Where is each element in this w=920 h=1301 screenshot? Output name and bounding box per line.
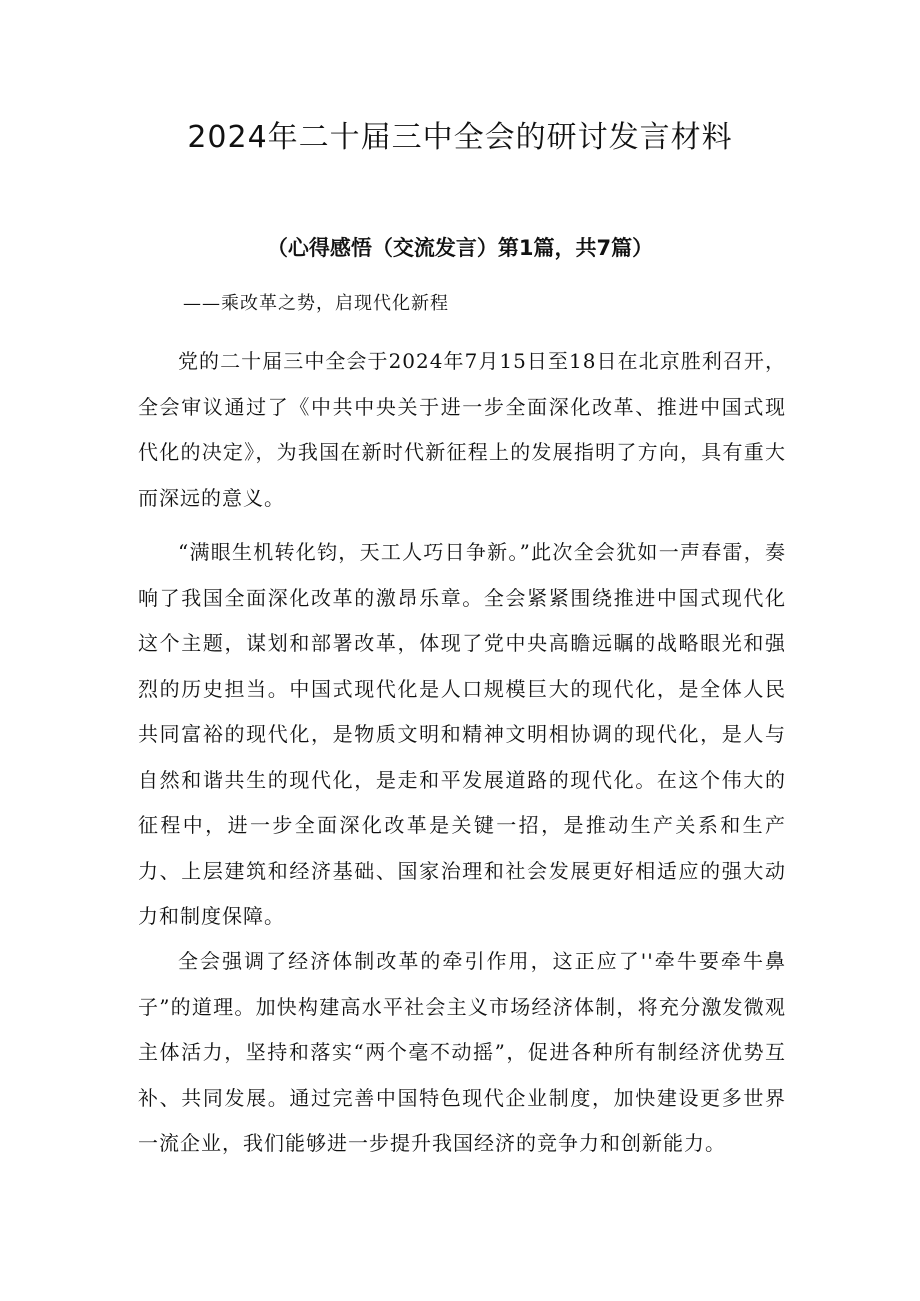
document-title: 2024年二十届三中全会的研讨发言材料 bbox=[187, 120, 733, 155]
paragraph: 全会强调了经济体制改革的牵引作用，这正应了''牵牛要牵牛鼻子”的道理。加快构建高水平社会主义市场经济体制，将充分激发微观主体活力，坚持和落实“两个毫不动摇”，促进各种所有制经济优势互补、共同发展。通过完善中国特色现代企业制度，加快建设更多世界一流企业，我们能够进一步提升我国经济的竞争力和创新能力。 bbox=[138, 949, 786, 1155]
paragraph: “满眼生机转化钧，天工人巧日争新。”此次全会犹如一声春雷，奏响了我国全面深化改革的激昂乐章。全会紧紧围绕推进中国式现代化这个主题，谋划和部署改革，体现了党中央高瞻远瞩的战略眼光和强烈的历史担当。中国式现代化是人口规模巨大的现代化，是全体人民共同富裕的现代化，是物质文明和精神文明相协调的现代化，是人与自然和谐共生的现代化，是走和平发展道路的现代化。在这个伟大的征程中，进一步全面深化改革是关键一招，是推动生产关系和生产力、上层建筑和经济基础、国家治理和社会发展更好相适应的强大动力和制度保障。 bbox=[138, 540, 786, 928]
document-tagline: ——乘改革之势，启现代化新程 bbox=[183, 293, 449, 314]
document-subtitle: （心得感悟（交流发言）第1篇，共7篇） bbox=[266, 236, 654, 260]
paragraph: 党的二十届三中全会于2024年7月15日至18日在北京胜利召开，全会审议通过了《中共中央关于进一步全面深化改革、推进中国式现代化的决定》，为我国在新时代新征程上的发展指明了方向，具有重大而深远的意义。 bbox=[138, 349, 786, 510]
